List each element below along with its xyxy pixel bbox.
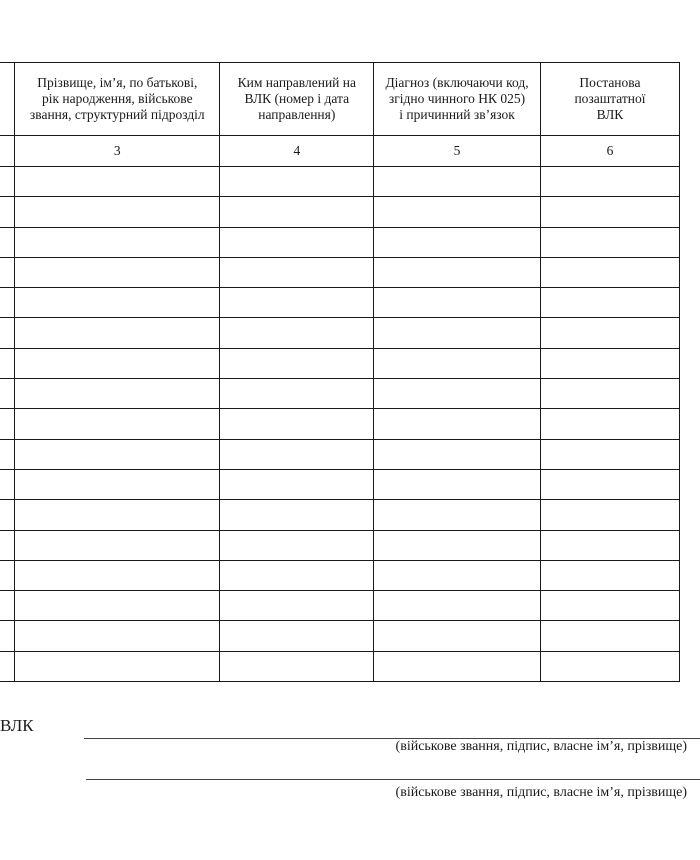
table-row	[0, 409, 680, 439]
table-cell	[540, 530, 679, 560]
table-cell	[15, 379, 220, 409]
table-cell	[15, 348, 220, 378]
table-cell	[374, 530, 541, 560]
table-cell	[15, 560, 220, 590]
table-cell	[0, 591, 15, 621]
table-cell	[0, 469, 15, 499]
table-cell	[540, 560, 679, 590]
table-cell	[15, 197, 220, 227]
table-cell	[540, 651, 679, 681]
table-cell	[220, 530, 374, 560]
table-cell	[540, 379, 679, 409]
table-row	[0, 318, 680, 348]
table-cell	[374, 439, 541, 469]
table-cell	[15, 500, 220, 530]
table-cell	[15, 288, 220, 318]
table-cell	[374, 167, 541, 197]
table-cell	[220, 621, 374, 651]
table-cell	[15, 227, 220, 257]
column-number: 4	[220, 136, 374, 167]
table-cell	[540, 409, 679, 439]
header-cell-diagnosis	[374, 63, 541, 136]
table-cell	[220, 439, 374, 469]
table-cell	[15, 257, 220, 287]
table-row	[0, 591, 680, 621]
signature-caption-2: (військове звання, підпис, власне ім’я, прізвище)	[395, 785, 687, 800]
table-cell	[374, 197, 541, 227]
column-number	[0, 136, 15, 167]
table-cell	[220, 651, 374, 681]
table-cell	[15, 318, 220, 348]
table-row	[0, 379, 680, 409]
table-row	[0, 439, 680, 469]
commission-label: ВЛК	[0, 716, 34, 735]
table-cell	[0, 257, 15, 287]
table-row	[0, 167, 680, 197]
table-row	[0, 560, 680, 590]
table-cell	[220, 167, 374, 197]
table-cell	[374, 621, 541, 651]
table-cell	[0, 409, 15, 439]
table-cell	[220, 379, 374, 409]
table-cell	[220, 560, 374, 590]
table-row	[0, 469, 680, 499]
table-cell	[0, 500, 15, 530]
table-cell	[374, 560, 541, 590]
table-cell	[15, 167, 220, 197]
table-cell	[220, 591, 374, 621]
table-cell	[374, 379, 541, 409]
table-cell	[0, 167, 15, 197]
table-cell	[540, 621, 679, 651]
table-row	[0, 197, 680, 227]
table-cell	[374, 227, 541, 257]
column-number: 5	[374, 136, 541, 167]
table-cell	[540, 500, 679, 530]
header-cell-full-name	[15, 63, 220, 136]
table-cell	[540, 348, 679, 378]
table-cell	[0, 439, 15, 469]
header-full-name: Прізвище, ім’я, по батькові, рік народження, військове звання, структурний підрозділ	[29, 74, 205, 123]
register-table	[0, 62, 680, 682]
table-cell	[374, 318, 541, 348]
table-cell	[0, 651, 15, 681]
table-cell	[540, 439, 679, 469]
table-cell	[374, 469, 541, 499]
table-cell	[374, 591, 541, 621]
table-cell	[0, 530, 15, 560]
table-cell	[0, 348, 15, 378]
header-diagnosis: Діагноз (включаючи код, згідно чинного НК 025) і причинний зв’язок	[385, 74, 529, 123]
table-row	[0, 348, 680, 378]
table-cell	[374, 651, 541, 681]
table-cell	[0, 560, 15, 590]
table-cell	[0, 621, 15, 651]
table-cell	[15, 469, 220, 499]
header-cell-resolution	[540, 63, 679, 136]
table-cell	[220, 288, 374, 318]
column-number-row	[0, 136, 680, 167]
table-cell	[15, 409, 220, 439]
table-cell	[374, 288, 541, 318]
table-cell	[540, 167, 679, 197]
column-number: 6	[540, 136, 679, 167]
table-cell	[540, 469, 679, 499]
signature-line-2	[86, 779, 700, 780]
table-cell	[15, 621, 220, 651]
table-cell	[540, 257, 679, 287]
table-cell	[220, 227, 374, 257]
table-cell	[540, 318, 679, 348]
table-row	[0, 257, 680, 287]
header-cell-col2	[0, 63, 15, 136]
column-number: 3	[15, 136, 220, 167]
table-cell	[0, 379, 15, 409]
table-cell	[15, 651, 220, 681]
table-cell	[220, 409, 374, 439]
table-cell	[374, 500, 541, 530]
table-cell	[0, 197, 15, 227]
table-cell	[374, 409, 541, 439]
table-cell	[540, 288, 679, 318]
table-row	[0, 227, 680, 257]
table-row	[0, 500, 680, 530]
table-cell	[220, 469, 374, 499]
table-row	[0, 288, 680, 318]
table-cell	[540, 197, 679, 227]
header-cell-referred-by	[220, 63, 374, 136]
signature-caption-1: (військове звання, підпис, власне ім’я, прізвище)	[395, 739, 687, 754]
table-cell	[0, 288, 15, 318]
header-referred-by: Ким направлений на ВЛК (номер і дата направлення)	[237, 74, 356, 123]
table-cell	[0, 318, 15, 348]
table-cell	[374, 348, 541, 378]
table-cell	[15, 530, 220, 560]
table-cell	[0, 227, 15, 257]
header-row	[0, 63, 680, 136]
table-cell	[220, 197, 374, 227]
table-row	[0, 651, 680, 681]
table-cell	[220, 348, 374, 378]
table-cell	[15, 591, 220, 621]
table-cell	[374, 257, 541, 287]
table-row	[0, 530, 680, 560]
table-cell	[220, 500, 374, 530]
table-cell	[540, 227, 679, 257]
table-cell	[220, 257, 374, 287]
table-cell	[15, 439, 220, 469]
table-cell	[540, 591, 679, 621]
table-row	[0, 621, 680, 651]
header-resolution: Постанова позаштатної ВЛК	[574, 74, 646, 123]
table-cell	[220, 318, 374, 348]
